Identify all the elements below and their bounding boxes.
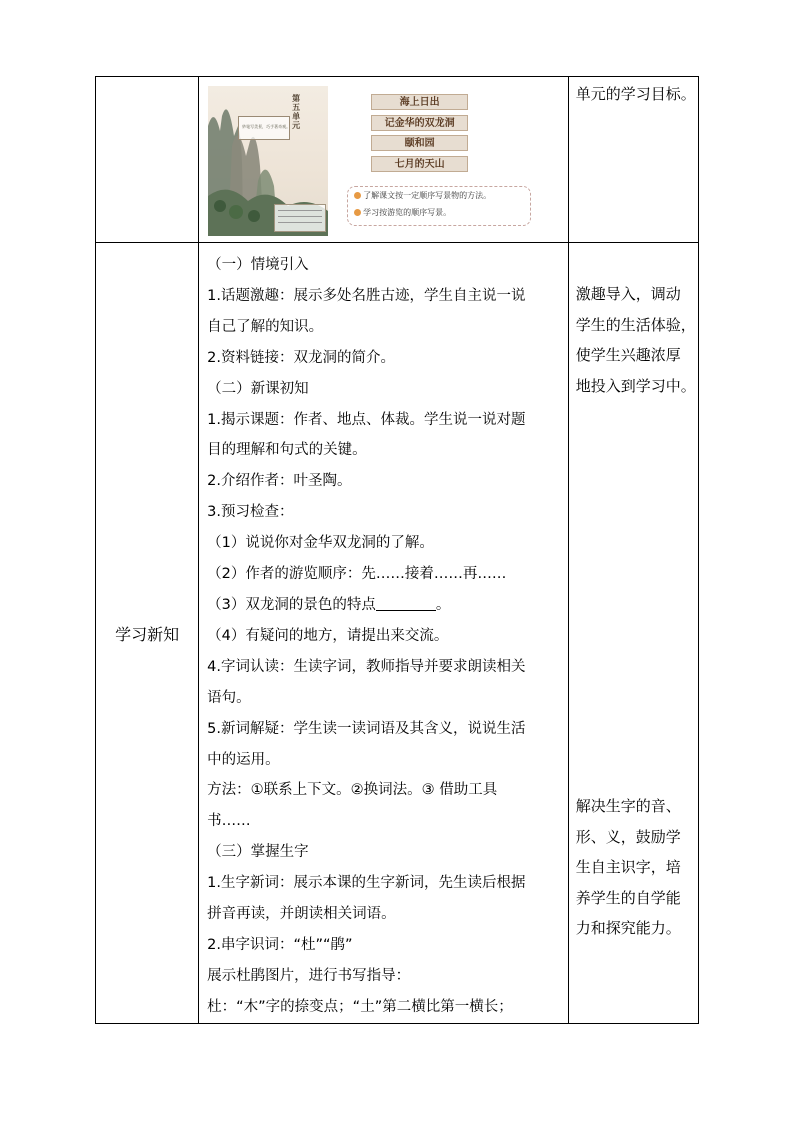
note-line: 学生的生活体验， — [575, 315, 696, 334]
content-line: 1.话题激趣：展示多处名胜古迹，学生自主说一说 — [207, 287, 526, 304]
content-line: 书…… — [207, 813, 251, 830]
unit-goals-box — [347, 186, 531, 226]
section-label: 学习新知 — [96, 243, 199, 1024]
note-line: 单元的学习目标。 — [575, 85, 696, 103]
note-line: 生自主识字，培 — [575, 858, 681, 876]
unit-quote-box — [238, 116, 290, 140]
content-line: 3.预习检查： — [207, 504, 294, 521]
lesson-title: 颐和园 — [371, 135, 468, 151]
unit-quote: 妙笔写美景，巧手著奇观。 — [242, 124, 291, 129]
note-line: 地投入到学习中。 — [575, 376, 696, 395]
unit-note-box — [274, 204, 326, 232]
content-line: 方法：①联系上下文。②换词法。③ 借助工具 — [207, 782, 498, 799]
unit-overview-image — [208, 86, 538, 238]
note-line: 解决生字的音、 — [575, 797, 681, 815]
section-notes-cell — [568, 243, 698, 1024]
content-line: 2.串字识词：“杜”“鹃” — [207, 936, 353, 953]
table-row — [96, 77, 699, 243]
content-line: 4.字词认读：生读字词，教师指导并要求朗读相关 — [207, 658, 526, 675]
content-line: 1.揭示课题：作者、地点、体裁。学生说一说对题 — [207, 411, 526, 428]
content-line: 拼音再读，并朗读相关词语。 — [207, 906, 396, 923]
unit-goal: 了解课文按一定顺序写景物的方法。 — [348, 187, 530, 204]
unit-goal: 学习按游览的顺序写景。 — [348, 204, 530, 221]
content-line: 目的理解和句式的关键。 — [207, 442, 367, 459]
lesson-title: 记金华的双龙洞 — [371, 115, 468, 131]
note-line: 形、义，鼓励学 — [575, 827, 681, 846]
note-line: 激趣导入，调动 — [575, 285, 681, 303]
lesson-plan-table — [95, 76, 699, 1024]
notes-top — [576, 243, 694, 401]
lesson-title: 海上日出 — [371, 94, 468, 110]
bullet-icon — [354, 192, 361, 199]
row1-image-cell — [199, 77, 569, 243]
content-line: 自己了解的知识。 — [207, 318, 324, 335]
content-line: 杜：“木”字的捺变点；“土”第二横比第一横长； — [207, 998, 513, 1015]
lesson-title: 七月的天山 — [371, 156, 468, 172]
fill-in-blank — [376, 592, 436, 611]
note-line: 使学生兴趣浓厚 — [575, 346, 681, 364]
row1-label-cell — [96, 77, 199, 243]
content-line: 1.生字新词：展示本课的生字新词，先生读后根据 — [207, 875, 526, 892]
content-line: 展示杜鹃图片，进行书写指导： — [207, 967, 411, 984]
unit-label: 第五单元 — [292, 93, 301, 130]
section-content-cell — [199, 243, 569, 1024]
content-line: （1）说说你对金华双龙洞的了解。 — [207, 535, 434, 552]
content-line: （一）情境引入 — [207, 257, 309, 273]
bullet-icon — [354, 209, 361, 216]
content-line: 语句。 — [207, 689, 251, 706]
table-row — [96, 243, 699, 1024]
content-line: 5.新词解疑：学生读一读词语及其含义，说说生活 — [207, 720, 526, 737]
row1-notes-cell — [568, 77, 698, 243]
content-line: 2.资料链接：双龙洞的简介。 — [207, 349, 395, 366]
content-line: 2.介绍作者：叶圣陶。 — [207, 473, 352, 490]
unit-cover-painting — [208, 86, 328, 236]
content-line: 中的运用。 — [207, 751, 280, 768]
content-line: （2）作者的游览顺序：先……接着……再…… — [207, 566, 507, 583]
lesson-list — [371, 94, 468, 176]
content-line: （二）新课初知 — [207, 380, 309, 397]
note-line: 养学生的自学能 — [575, 888, 681, 907]
content-line: （3）双龙洞的景色的特点 。 — [207, 590, 562, 621]
note-line: 力和探究能力。 — [575, 919, 681, 937]
content-line: （三）掌握生字 — [207, 844, 309, 861]
notes-bottom — [576, 401, 694, 944]
content-line: （4）有疑问的地方，请提出来交流。 — [207, 627, 449, 644]
